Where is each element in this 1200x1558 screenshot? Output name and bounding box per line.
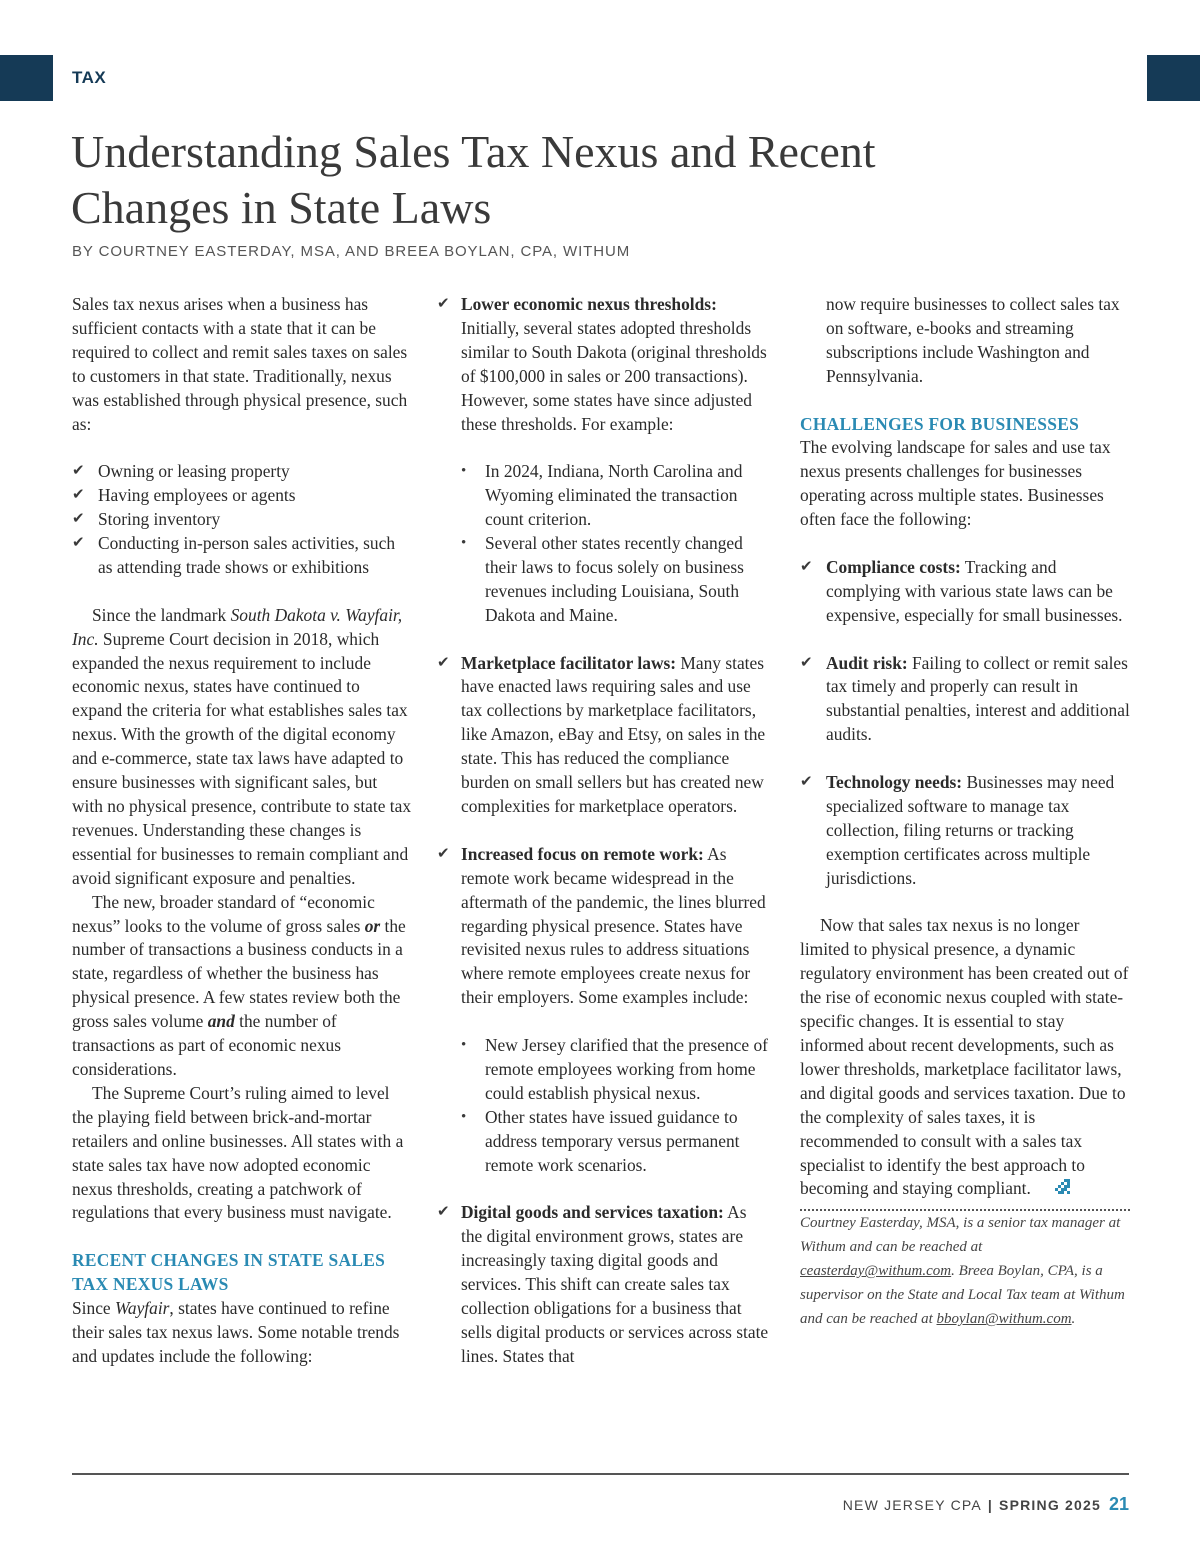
check-icon: ✔ [72,463,85,480]
challenge-technology: ✔ Technology needs: Businesses may need specialized software to manage tax collection, filing returns or tracking exemption certificates across multiple jurisdictions. [800,772,1115,888]
check-icon: ✔ [437,654,450,671]
list-item: • Several other states recently changed their laws to focus solely on business revenues including Louisiana, South Dakota and Maine. [461,533,744,625]
continued-text: now require businesses to collect sales tax on software, e-books and streaming subscriptions include Washington and Pennsylvania. [826,294,1120,386]
feature-marketplace: ✔ Marketplace facilitator laws: Many states have enacted laws requiring sales and use tax collections by marketplace facilitators, like Amazon, eBay and Etsy, on sales in the state. This has reduced the compliance burden on small sellers but has created new complexities for marketplace operators. [437,652,766,816]
bullet-icon: • [461,1108,467,1125]
check-icon: ✔ [437,296,450,312]
list-item: ✔ Owning or leasing property [72,460,412,484]
column-3 [800,293,1130,1331]
threshold-bullets [461,460,772,627]
header-tab-right [1147,55,1200,101]
check-icon: ✔ [800,654,813,671]
trends-paragraph: Since Wayfair, states have continued to refine their sales tax nexus laws. Some notable trends and updates include the following: [72,1298,400,1366]
article-title [71,124,1071,236]
conclusion-paragraph: Now that sales tax nexus is no longer limited to physical presence, a dynamic regulatory environment has been created out of the rise of economic nexus coupled with state-specific changes. It is essential to stay informed about recent developments, such as lower thresholds, marketplace facilitator laws, and digital goods and services taxation. Due to the complexity of sales taxes, it is recommended to consult with a sales tax specialist to identify the best approach to becoming and staying compliant. [800,914,1130,1201]
email-link-boylan[interactable]: bboylan@withum.com [936,1311,1072,1328]
check-icon: ✔ [437,1204,450,1221]
intro-paragraph: Sales tax nexus arises when a business has sufficient contacts with a state that it can be required to collect and remit sales taxes on sales to customers in that state. Traditionally, nexus was established through physical presence, such as: [72,294,408,434]
column-2 [437,293,772,1369]
publication-name: NEW JERSEY CPA [842,1497,982,1513]
end-mark-icon [1035,1177,1070,1201]
check-icon: ✔ [437,845,450,862]
footer-separator: | [987,1497,994,1513]
check-icon: ✔ [800,558,813,575]
check-icon: ✔ [800,774,813,791]
page-number: 21 [1108,1494,1129,1514]
footer-rule [72,1473,1129,1475]
list-item: • In 2024, Indiana, North Carolina and Wyoming eliminated the transaction count criterion. [461,461,743,530]
feature-digital-goods: ✔ Digital goods and services taxation: As the digital environment grows, states are increasingly taxing digital goods and services. This shift can create sales tax collection obligations for a business that sells digital products or services across state lines. States that [437,1202,769,1366]
wayfair-paragraph: Since the landmark South Dakota v. Wayfair, Inc. Supreme Court decision in 2018, which expanded the nexus requirement to include economic nexus, states have continued to expand the criteria for what establishes sales tax nexus. With the growth of the digital economy and e-commerce, state tax laws have adapted to ensure businesses with significant sales, but with no physical presence, contribute to state tax revenues. Understanding these changes is essential for businesses to remain compliant and avoid significant exposure and penalties. [72,604,412,888]
section-heading-challenges: CHALLENGES FOR BUSINESSES [800,413,1080,434]
challenge-audit: ✔ Audit risk: Failing to collect or remit sales tax timely and properly can result in substantial penalties, interest and additional audits. [800,652,1130,745]
remote-bullets [461,1034,772,1177]
issue-season: SPRING 2025 [999,1497,1101,1513]
byline: BY COURTNEY EASTERDAY, MSA, AND BREEA BOYLAN, CPA, WITHUM [72,243,631,260]
email-link-easterday[interactable]: ceasterday@withum.com [800,1263,952,1280]
title-line-1: Understanding Sales Tax Nexus and Recent [71,126,876,177]
feature-thresholds: ✔ Lower economic nexus thresholds: Initially, several states adopted thresholds similar to South Dakota (original thresholds of $100,000 in sales or 200 transactions). However, some states have since adjusted these thresholds. For example: • In 2024, Indiana, North Carolina and Wyoming eliminated the transaction count criterion. • Several other states recently changed their laws to focus solely on business revenues including Louisiana, South Dakota and Maine. [437,293,772,628]
list-item: ✔ Having employees or agents [72,484,412,508]
presence-list [72,460,412,580]
page-footer [843,1494,1129,1515]
challenges-intro: The evolving landscape for sales and use tax nexus presents challenges for businesses operating across multiple states. Businesses often face the following: [800,437,1111,530]
feature-remote-work: ✔ Increased focus on remote work: As remote work became widespread in the aftermath of the pandemic, the lines blurred regarding physical presence. States have revisited nexus rules to address situations where remote employees create nexus for their employers. Some examples include: • New Jersey clarified that the presence of remote employees working from home could establish physical nexus. • Other states have issued guidance to address temporary versus permanent remote work scenarios. [437,843,772,1178]
bullet-icon: • [461,535,467,552]
check-icon: ✔ [72,487,85,504]
list-item: ✔ Conducting in-person sales activities, such as attending trade shows or exhibitions [72,533,396,577]
section-label: TAX [72,68,107,87]
section-heading-recent-changes: RECENT CHANGES IN STATE SALES TAX NEXUS LAWS [72,1250,386,1295]
challenge-compliance: ✔ Compliance costs: Tracking and complying with various state laws can be expensive, especially for small businesses. [800,556,1123,625]
header-tab-left [0,55,53,101]
list-item: • New Jersey clarified that the presence of remote employees working from home could establish physical nexus. [461,1035,768,1103]
bullet-icon: • [461,1037,467,1054]
check-icon: ✔ [72,535,85,552]
economic-nexus-paragraph: The new, broader standard of “economic nexus” looks to the volume of gross sales or the number of transactions a business conducts in a state, regardless of whether the business has physical presence. A few states review both the gross sales volume and the number of transactions as part of economic nexus considerations. [72,891,406,1079]
column-1 [72,293,412,1369]
author-bio: Courtney Easterday, MSA, is a senior tax manager at Withum and can be reached at ceasterday@withum.com. Breea Boylan, CPA, is a supervisor on the State and Local Tax team at Withum and can be reached at bboylan@withum.com. [800,1215,1125,1328]
list-item: ✔ Storing inventory [72,508,412,532]
list-item: • Other states have issued guidance to address temporary versus permanent remote work scenarios. [461,1106,740,1175]
check-icon: ✔ [72,511,85,528]
ruling-paragraph: The Supreme Court’s ruling aimed to level the playing field between brick-and-mortar retailers and online businesses. All states with a state sales tax have now adopted economic nexus thresholds, creating a patchwork of regulations that every business must navigate. [72,1082,404,1223]
bullet-icon: • [461,463,467,480]
title-line-2: Changes in State Laws [71,182,492,233]
